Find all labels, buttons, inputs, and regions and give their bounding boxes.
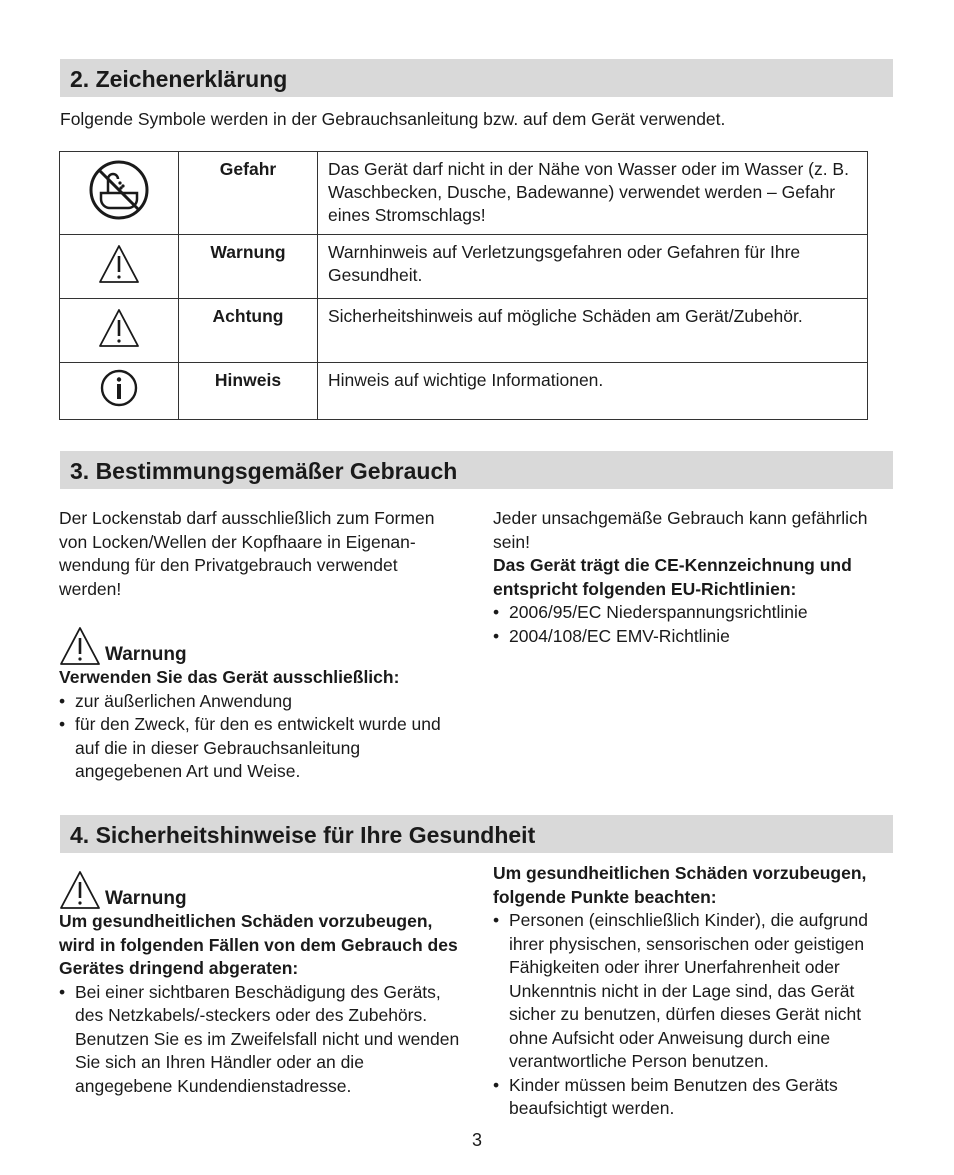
symbol-cell: [60, 152, 179, 235]
section-2-header: [60, 59, 893, 97]
no-water-bath-icon: [88, 159, 150, 221]
symbol-term: Achtung: [179, 299, 318, 363]
table-row: [60, 299, 868, 363]
list-item: • für den Zweck, für den es entwickelt wurde und auf die in dieser Gebrauchsanleitung angegebenen Art und Weise.: [59, 713, 461, 784]
symbol-table: [59, 151, 868, 420]
symbol-description: Warnhinweis auf Verletzungsgefahren oder Gefahren für Ihre Gesundheit.: [318, 235, 868, 299]
symbol-description: Hinweis auf wichtige Informationen.: [318, 363, 868, 420]
section-2-intro: Folgende Symbole werden in der Gebrauchsanleitung bzw. auf dem Gerät verwendet.: [60, 109, 726, 129]
warning-heading: [59, 864, 461, 910]
warning-heading: [59, 620, 461, 666]
table-row: [60, 152, 868, 235]
symbol-description: Das Gerät darf nicht in der Nähe von Wasser oder im Wasser (z. B. Waschbecken, Dusche, Badewanne) verwendet werden – Gefahr eines Stromschlags!: [318, 152, 868, 235]
health-lead: Um gesundheitlichen Schäden vorzubeugen, folgende Punkte beachten:: [493, 863, 867, 907]
list-item: • Personen (einschließlich Kinder), die aufgrund ihrer physischen, sensorischen oder geistigen Fähigkeiten oder ihrer Unerfahrenheit oder Unkenntnis nicht in der Lage sind, das Gerät sicher zu benutzen, dürfen dieses Gerät nicht ohne Aufsicht oder Anweisung durch eine verantwortliche Person benutzen.: [493, 909, 895, 1074]
misuse-paragraph: Jeder unsachgemäße Gebrauch kann gefährlich sein!: [493, 508, 868, 552]
ce-statement: Das Gerät trägt die CE-Kennzeichnung und entspricht folgenden EU-Richtlinien:: [493, 555, 852, 599]
page-number: 3: [471, 1130, 482, 1150]
symbol-description: Sicherheitshinweis auf mögliche Schäden am Gerät/Zubehör.: [318, 299, 868, 363]
symbol-cell: [60, 299, 179, 363]
intended-use-paragraph: Der Lockenstab darf ausschließlich zum Formen von Locken/Wellen der Kopfhaare in Eigenanwendung für den Privatgebrauch verwendet werden!: [59, 508, 435, 599]
warning-triangle-icon: [59, 870, 101, 910]
warning-lead: Um gesundheitlichen Schäden vorzubeugen, wird in folgenden Fällen von dem Gebrauch des Gerätes dringend abgeraten:: [59, 911, 458, 978]
list-item: • 2006/95/EC Niederspannungsrichtlinie: [493, 601, 895, 625]
list-item: • Bei einer sichtbaren Beschädigung des Geräts, des Netzkabels/-steckers oder des Zubehörs. Benutzen Sie es im Zweifelsfall nicht und wenden Sie sich an Ihren Händler oder an die angegebene Kundendienstadresse.: [59, 981, 461, 1099]
warning-label: Warnung: [105, 644, 187, 665]
warning-lead: Verwenden Sie das Gerät ausschließlich:: [59, 667, 400, 687]
section-4-header: [60, 815, 893, 853]
warning-triangle-icon: [98, 308, 140, 348]
symbol-term: Gefahr: [179, 152, 318, 235]
section-4-left-column: [59, 864, 461, 1098]
section-3-right-column: [493, 507, 895, 648]
symbol-term: Warnung: [179, 235, 318, 299]
directive-list: [493, 601, 895, 648]
health-bullet-list: [493, 909, 895, 1121]
section-3-left-column: [59, 507, 461, 784]
symbol-cell: [60, 363, 179, 420]
warning-triangle-icon: [59, 626, 101, 666]
symbol-term: Hinweis: [179, 363, 318, 420]
section-3-title: 3. Bestimmungsgemäßer Gebrauch: [70, 458, 458, 484]
warning-bullet-list: [59, 981, 461, 1099]
warning-label: Warnung: [105, 888, 187, 909]
list-item: • 2004/108/EC EMV-Richtlinie: [493, 625, 895, 649]
list-item: • Kinder müssen beim Benutzen des Geräts beaufsichtigt werden.: [493, 1074, 895, 1121]
warning-bullet-list: [59, 690, 461, 784]
section-4-title: 4. Sicherheitshinweise für Ihre Gesundheit: [70, 822, 536, 848]
warning-triangle-icon: [98, 244, 140, 284]
list-item: • zur äußerlichen Anwendung: [59, 690, 461, 714]
section-4-right-column: [493, 862, 895, 1121]
table-row: [60, 363, 868, 420]
symbol-cell: [60, 235, 179, 299]
info-circle-icon: [100, 369, 138, 407]
table-row: [60, 235, 868, 299]
section-3-header: [60, 451, 893, 489]
section-2-title: 2. Zeichenerklärung: [70, 66, 288, 92]
